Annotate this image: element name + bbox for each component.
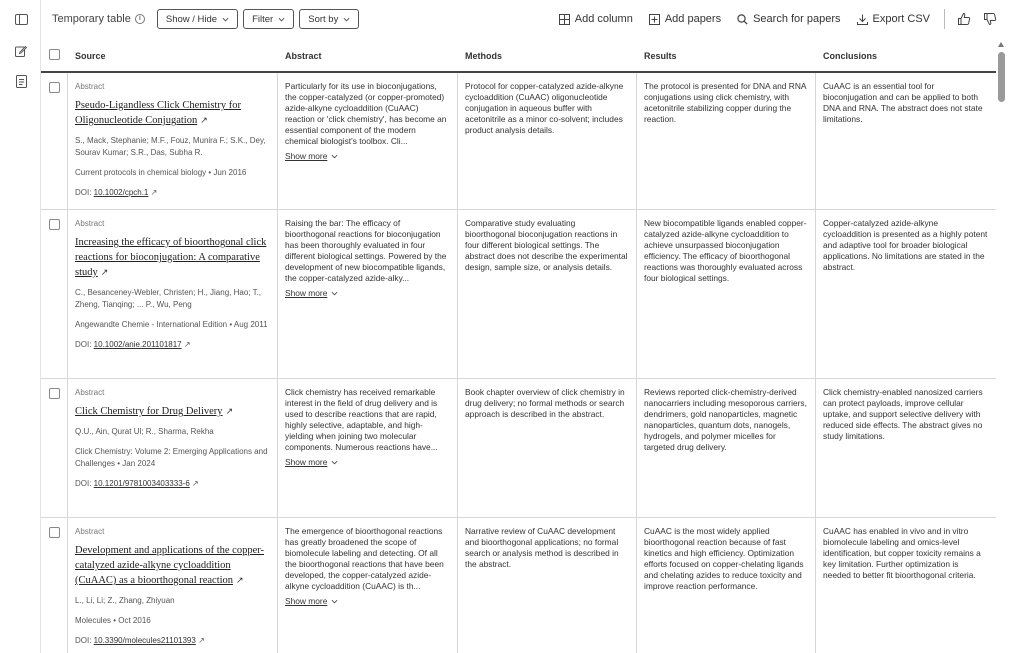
- row-checkbox[interactable]: [49, 388, 60, 399]
- results-table: [41, 38, 996, 653]
- source-cell: [67, 73, 277, 198]
- methods-cell: Narrative review of CuAAC development and bioorthogonal applications; no formal search or analysis method is described in the abstract.: [465, 526, 619, 569]
- abstract-text: Particularly for its use in bioconjugations, the copper-catalyzed (or copper-promoted) azide-alkyne cycloaddition (CuAAC) reaction or 'click chemistry', has become an essential component of the modern chemical biologist's toolbox. Cli...: [285, 81, 447, 146]
- conclusions-cell: CuAAC has enabled in vivo and in vitro biomolecule labeling and omics-level identification, but copper toxicity remains a key limitation. Further optimization is needed to better fit bioorthogonal criteria.: [823, 526, 981, 580]
- show-hide-button[interactable]: [157, 9, 238, 29]
- add-papers-button[interactable]: [649, 13, 721, 25]
- paper-authors: Q.U., Ain, Qurat Ul; R., Sharma, Rekha: [75, 427, 214, 436]
- table-row: [41, 73, 996, 210]
- paper-journal: Angewandte Chemie - International Edition • Aug 2011: [75, 320, 268, 329]
- chevron-down-icon: [331, 459, 338, 466]
- external-link-icon: ↗: [192, 479, 199, 488]
- methods-cell: Comparative study evaluating bioorthogonal bioconjugation reactions in four different biological settings. The abstract does not describe the experimental design, sample size, or analysis details.: [465, 218, 628, 272]
- abstract-cell: [277, 518, 457, 607]
- source-type: Abstract: [75, 388, 105, 397]
- paper-title: Development and applications of the copper-catalyzed azide-alkyne cycloaddition (CuAAC) as a bioorthogonal reaction: [75, 545, 265, 586]
- table-row: [41, 210, 996, 379]
- external-link-icon: ↗: [100, 267, 109, 277]
- table-row: [41, 379, 996, 518]
- column-header-source[interactable]: Source: [75, 50, 106, 61]
- paper-title: Click Chemistry for Drug Delivery: [75, 406, 223, 417]
- column-header-conclusions[interactable]: Conclusions: [823, 50, 878, 61]
- results-cell: Reviews reported click-chemistry-derived nanocarriers including mesoporous carriers, dendrimers, gold nanoparticles, magnetic nanoparticles, quantum dots, nanogels, hydrogels, and polymer micelles for targeted drug delivery.: [644, 387, 807, 452]
- paper-doi: DOI: 10.1201/9781003403333-6 ↗: [75, 479, 199, 488]
- table-title: [52, 13, 145, 25]
- paper-title-link[interactable]: [75, 235, 269, 280]
- paper-title: Pseudo-Ligandless Click Chemistry for Oligonucleotide Conjugation: [75, 100, 241, 126]
- table-header: [41, 38, 996, 73]
- external-link-icon: ↗: [200, 115, 208, 125]
- chevron-down-icon: [343, 16, 350, 23]
- chevron-down-icon: [278, 16, 285, 23]
- abstract-text: Raising the bar: The efficacy of bioorthogonal reactions for bioconjugation has been thoroughly evaluated in four different biological settings. Powered by the development of new biocompatible ligands, the copper-catalyzed azide-alky...: [285, 218, 447, 283]
- download-icon: [857, 14, 868, 25]
- add-column-label: Add column: [574, 13, 633, 25]
- scrollbar-thumb[interactable]: [998, 52, 1005, 102]
- conclusions-cell: CuAAC is an essential tool for bioconjugation and can be applied to both DNA and RNA. The abstract does not state limitations.: [823, 81, 983, 124]
- chevron-down-icon: [222, 16, 229, 23]
- source-type: Abstract: [75, 82, 105, 91]
- results-cell: New biocompatible ligands enabled copper-catalyzed azide-alkyne cycloaddition to achieve unsurpassed bioconjugation efficiency. The efficacy of bioorthogonal reactions was thoroughly evaluated across four biological settings.: [644, 218, 807, 283]
- source-cell: [67, 210, 277, 350]
- search-icon: [737, 14, 748, 25]
- doi-link[interactable]: 10.1002/anie.201101817: [93, 340, 182, 349]
- external-link-icon: ↗: [225, 406, 234, 416]
- show-more-label: Show more: [285, 151, 328, 161]
- scroll-up-arrow-icon[interactable]: [998, 42, 1004, 47]
- export-csv-label: Export CSV: [872, 13, 930, 25]
- chevron-down-icon: [331, 153, 338, 160]
- left-rail: [0, 0, 41, 653]
- methods-cell: Book chapter overview of click chemistry in drug delivery; no formal methods or search approach is described in the abstract.: [465, 387, 625, 419]
- paper-doi: DOI: 10.1002/cpch.1 ↗: [75, 188, 158, 197]
- thumbs-up-icon[interactable]: [957, 12, 971, 26]
- add-papers-icon: [649, 14, 660, 25]
- row-checkbox[interactable]: [49, 527, 60, 538]
- external-link-icon: ↗: [150, 188, 158, 197]
- select-all-checkbox[interactable]: [49, 49, 60, 60]
- results-cell: CuAAC is the most widely applied bioorthogonal reaction because of fast kinetics and high efficiency. Optimization efforts focused on copper-chelating ligands and chelating azides to reduce toxicity and improve reaction performance.: [644, 526, 804, 591]
- paper-authors: S., Mack, Stephanie; M.F., Fouz, Munira F.; S.K., Dey, Sourav Kumar; S.R., Das, Subha R.: [75, 136, 266, 157]
- chevron-down-icon: [331, 598, 338, 605]
- column-header-abstract[interactable]: Abstract: [285, 50, 322, 61]
- paper-authors: C., Besanceney-Webler, Christen; H., Jiang, Hao; T., Zheng, Tianqing; ... P., Wu, Peng: [75, 288, 262, 309]
- show-more-button[interactable]: [285, 596, 338, 607]
- abstract-cell: [277, 73, 457, 162]
- paper-title-link[interactable]: [75, 404, 269, 419]
- show-more-button[interactable]: [285, 288, 338, 299]
- search-papers-button[interactable]: [737, 13, 840, 25]
- row-checkbox[interactable]: [49, 219, 60, 230]
- abstract-text: The emergence of bioorthogonal reactions has greatly broadened the scope of biomolecule labeling and detecting. Of all the bioorthogonal reactions that have been developed, the copper-catalyzed azide-alkyne cycloaddition (CuAAC) is th...: [285, 526, 444, 591]
- edit-icon[interactable]: [13, 43, 29, 59]
- external-link-icon: ↗: [236, 575, 244, 585]
- paper-journal: Molecules • Oct 2016: [75, 616, 151, 625]
- row-checkbox[interactable]: [49, 82, 60, 93]
- sort-by-button[interactable]: [299, 9, 359, 29]
- show-more-button[interactable]: [285, 457, 338, 468]
- add-papers-label: Add papers: [664, 13, 722, 25]
- abstract-cell: [277, 379, 457, 468]
- column-header-results[interactable]: Results: [644, 50, 677, 61]
- source-type: Abstract: [75, 219, 105, 228]
- show-more-label: Show more: [285, 288, 328, 298]
- add-column-button[interactable]: [559, 13, 633, 25]
- paper-doi: DOI: 10.3390/molecules21101393 ↗: [75, 636, 205, 645]
- results-cell: The protocol is presented for DNA and RNA conjugations using click chemistry, with acetonitrile stabilizing copper during the reaction.: [644, 81, 806, 124]
- external-link-icon: ↗: [183, 340, 191, 349]
- conclusions-cell: Click chemistry-enabled nanosized carriers can protect payloads, improve cellular uptake, and support selective delivery with reduced side effects. The abstract gives no study limitations.: [823, 387, 983, 441]
- table-title-label: Temporary table: [52, 13, 131, 25]
- paper-title-link[interactable]: [75, 98, 269, 128]
- paper-title-link[interactable]: [75, 543, 269, 588]
- sort-by-label: Sort by: [308, 13, 339, 25]
- abstract-text: Click chemistry has received remarkable interest in the field of drug delivery and is used to describe reactions that are rapid, highly selective, adaptable, and high-yielding when joining two molecular components. Numerous reactions have...: [285, 387, 438, 452]
- table-row: [41, 518, 996, 653]
- source-type: Abstract: [75, 527, 105, 536]
- scrollbar-track[interactable]: [996, 38, 1009, 653]
- paper-journal: Current protocols in chemical biology • Jun 2016: [75, 168, 247, 177]
- toolbar: [41, 0, 1009, 38]
- export-csv-button[interactable]: [857, 13, 930, 25]
- paper-doi: DOI: 10.1002/anie.201101817 ↗: [75, 340, 191, 349]
- add-column-icon: [559, 14, 570, 25]
- search-papers-label: Search for papers: [753, 13, 841, 25]
- doi-link[interactable]: 10.3390/molecules21101393: [93, 636, 196, 645]
- source-cell: [67, 379, 277, 489]
- document-icon[interactable]: [13, 73, 29, 89]
- thumbs-down-icon[interactable]: [983, 12, 997, 26]
- filter-label: Filter: [252, 13, 274, 25]
- filter-button[interactable]: [243, 9, 294, 29]
- paper-journal: Click Chemistry: Volume 2: Emerging Applications and Challenges • Jan 2024: [75, 447, 268, 468]
- doi-link[interactable]: 10.1002/cpch.1: [93, 188, 149, 197]
- doi-link[interactable]: 10.1201/9781003403333-6: [93, 479, 190, 488]
- conclusions-cell: Copper-catalyzed azide-alkyne cycloaddition is presented as a highly potent and adaptive tool for broader biological applications. No limitations are stated in the abstract.: [823, 218, 988, 272]
- info-icon[interactable]: i: [135, 14, 145, 24]
- source-cell: [67, 518, 277, 646]
- toolbar-divider: [944, 9, 945, 29]
- sidebar-toggle-icon[interactable]: [13, 11, 29, 27]
- show-hide-label: Show / Hide: [165, 13, 218, 25]
- show-more-label: Show more: [285, 457, 328, 467]
- methods-cell: Protocol for copper-catalyzed azide-alkyne cycloaddition (CuAAC) oligonucleotide conjugation in aqueous buffer with acetonitrile as a minor co-solvent; includes product analysis details.: [465, 81, 624, 135]
- show-more-label: Show more: [285, 596, 328, 606]
- external-link-icon: ↗: [198, 636, 205, 645]
- abstract-cell: [277, 210, 457, 299]
- toolbar-actions: [559, 0, 1009, 38]
- paper-title: Increasing the efficacy of bioorthogonal click reactions for bioconjugation: A comparative study: [75, 237, 267, 278]
- column-header-methods[interactable]: Methods: [465, 50, 502, 61]
- show-more-button[interactable]: [285, 151, 338, 162]
- paper-authors: L., Li, Li; Z., Zhang, Zhiyuan: [75, 596, 175, 605]
- chevron-down-icon: [331, 290, 338, 297]
